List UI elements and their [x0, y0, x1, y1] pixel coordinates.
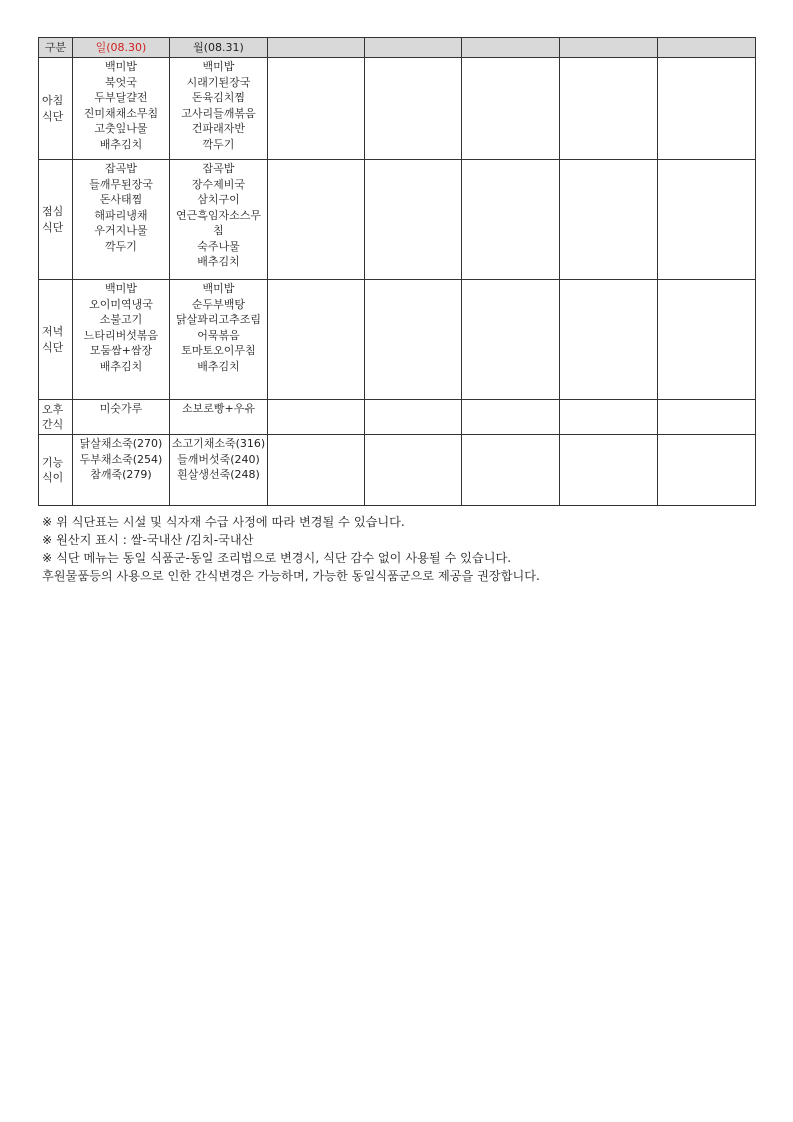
menu-item: 백미밥 [105, 60, 137, 73]
menu-item: 참깨죽(279) [90, 468, 152, 481]
breakfast-sunday-cell [73, 58, 170, 160]
note-line: ※ 식단 메뉴는 동일 식품군-동일 조리법으로 변경시, 식단 감수 없이 사용될 수 있습니다. [42, 551, 512, 565]
empty-cell [658, 58, 756, 160]
empty-cell [365, 160, 462, 280]
menu-item: 들깨무된장국 [89, 177, 153, 191]
menu-item: 깍두기 [202, 137, 235, 151]
menu-item: 느타리버섯볶음 [83, 328, 159, 342]
empty-cell [268, 58, 365, 160]
menu-item: 장수제비국 [191, 177, 246, 191]
menu-item: 배추김치 [99, 359, 143, 373]
empty-cell [462, 280, 560, 400]
breakfast-row [39, 58, 756, 160]
functional-monday-cell [170, 435, 268, 506]
breakfast-monday-cell [170, 58, 268, 160]
empty-cell [658, 435, 756, 506]
menu-item: 들깨버섯죽(240) [177, 452, 260, 466]
menu-item: 소불고기 [99, 313, 143, 326]
menu-item: 진미채채소무침 [83, 106, 159, 120]
menu-item: 잡곡밥 [202, 162, 235, 175]
empty-cell [365, 58, 462, 160]
menu-item: 고춧잎나물 [94, 122, 148, 135]
day-header-monday: 월(08.31) [170, 38, 268, 58]
menu-item: 배추김치 [197, 255, 240, 268]
menu-item: 우거지나물 [94, 224, 148, 237]
day-header-empty [268, 38, 365, 58]
menu-item: 순두부백탕 [191, 297, 246, 311]
snack-sunday-cell [73, 400, 170, 435]
empty-cell [365, 435, 462, 506]
empty-cell [560, 280, 658, 400]
functional-sunday-cell [73, 435, 170, 506]
breakfast-label: 아침 식단 [39, 58, 73, 160]
menu-item: 어묵볶음 [197, 328, 240, 342]
menu-item: 닭살채소죽(270) [79, 437, 163, 450]
empty-cell [462, 58, 560, 160]
menu-item: 미숫가루 [99, 402, 143, 415]
empty-cell [658, 280, 756, 400]
dinner-sunday-cell [73, 280, 170, 400]
empty-cell [268, 280, 365, 400]
empty-cell [658, 160, 756, 280]
menu-item: 흰살생선죽(248) [177, 468, 260, 481]
meal-plan-table [38, 37, 756, 506]
menu-item: 고사리들깨볶음 [181, 106, 256, 120]
empty-cell [560, 400, 658, 435]
header-row [39, 38, 756, 58]
menu-item: 닭살꽈리고추조림 [175, 313, 261, 326]
menu-item: 배추김치 [197, 359, 240, 373]
menu-item: 숙주나물 [197, 239, 240, 253]
empty-cell [560, 435, 658, 506]
menu-item: 돈사태찜 [99, 193, 143, 206]
menu-item: 두부채소죽(254) [79, 452, 163, 466]
menu-item: 백미밥 [105, 282, 137, 295]
empty-cell [268, 400, 365, 435]
menu-item: 잡곡밥 [105, 162, 137, 175]
menu-item: 모둠쌈+쌈장 [89, 344, 153, 357]
notes-section [42, 513, 540, 585]
note-line: ※ 원산지 표시 : 쌀-국내산 /김치-국내산 [42, 533, 254, 547]
menu-item: 북엇국 [105, 75, 137, 89]
snack-row [39, 400, 756, 435]
menu-item: 오이미역냉국 [89, 297, 153, 311]
menu-item: 소보로빵+우유 [182, 402, 255, 415]
day-header-empty [560, 38, 658, 58]
snack-monday-cell [170, 400, 268, 435]
lunch-sunday-cell [73, 160, 170, 280]
menu-item: 백미밥 [202, 282, 235, 295]
menu-item: 시래기된장국 [186, 75, 251, 89]
dinner-monday-cell [170, 280, 268, 400]
corner-header: 구분 [39, 38, 73, 58]
menu-item: 배추김치 [99, 137, 143, 151]
menu-item: 토마토오이무침 [181, 344, 256, 357]
menu-item: 연근흑임자소스무침 [175, 208, 261, 237]
day-header-empty [462, 38, 560, 58]
lunch-row [39, 160, 756, 280]
empty-cell [365, 400, 462, 435]
empty-cell [268, 160, 365, 280]
functional-diet-row [39, 435, 756, 506]
empty-cell [462, 435, 560, 506]
note-line: ※ 위 식단표는 시설 및 식자재 수급 사정에 따라 변경될 수 있습니다. [42, 515, 405, 529]
snack-label: 오후 간식 [39, 400, 73, 435]
empty-cell [560, 160, 658, 280]
empty-cell [365, 280, 462, 400]
lunch-monday-cell [170, 160, 268, 280]
menu-item: 해파리냉채 [94, 208, 148, 222]
menu-item: 깍두기 [105, 239, 137, 253]
dinner-row [39, 280, 756, 400]
menu-item: 백미밥 [202, 60, 235, 73]
day-header-empty [658, 38, 756, 58]
menu-item: 소고기채소죽(316) [171, 437, 266, 450]
empty-cell [462, 400, 560, 435]
lunch-label: 점심 식단 [39, 160, 73, 280]
menu-item: 삼치구이 [197, 193, 240, 206]
empty-cell [268, 435, 365, 506]
dinner-label: 저녁 식단 [39, 280, 73, 400]
empty-cell [560, 58, 658, 160]
menu-item: 돈육김치찜 [191, 91, 246, 104]
menu-item: 두부달걀전 [94, 91, 148, 104]
functional-diet-label: 기능 식이 [39, 435, 73, 506]
note-line: 후원물품등의 사용으로 인한 간식변경은 가능하며, 가능한 동일식품군으로 제공을 권장합니다. [42, 569, 540, 583]
menu-item: 건파래자반 [191, 122, 246, 135]
day-header-sunday: 일(08.30) [73, 38, 170, 58]
empty-cell [462, 160, 560, 280]
empty-cell [658, 400, 756, 435]
day-header-empty [365, 38, 462, 58]
